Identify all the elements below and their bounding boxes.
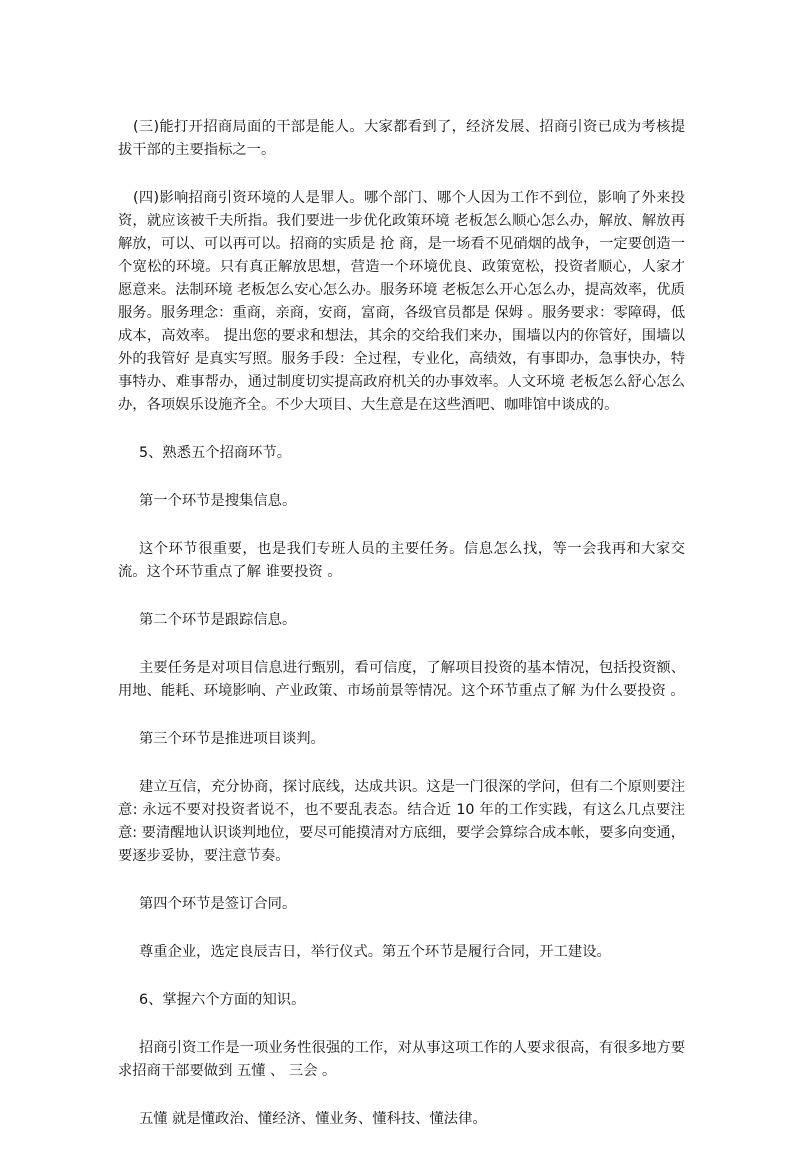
paragraph-step-four-title: 第四个环节是签订合同。: [139, 896, 297, 912]
heading-five-steps: 5、熟悉五个招商环节。: [139, 445, 292, 461]
paragraph-step-one-body: 这个环节很重要，也是我们专班人员的主要任务。信息怎么找，等一会我再和大家交流。这个环节重点了解 谁要投资 。: [118, 541, 685, 580]
paragraph-step-three-title: 第三个环节是推进项目谈判。: [139, 731, 325, 747]
paragraph-investment-environment: (四)影响招商引资环境的人是罪人。哪个部门、哪个人因为工作不到位，影响了外来投资，就应该被千夫所指。我们要进一步优化政策环境 老板怎么顺心怎么办，解放、解放再解放，可以、可以再可以。招商的实质是 抢 商，是一场看不见硝烟的战争，一定要创造一个宽松的环境。只有真正解放思想，营造一个环境优良、政策宽松，投资者顺心，人家才愿意来。法制环境 老板怎么安心怎么办。服务环境 老板怎么开心怎么办，提高效率，优质服务。服务理念：重商，亲商，安商，富商，各级官员都是 保姆 。服务要求：零障碍，低成本，高效率。 提出您的要求和想法，其余的交给我们来办，围墙以内的你管好，围墙以外的我管好 是真实写照。服务手段：全过程，专业化，高绩效，有事即办，急事快办，特事特办、难事帮办，通过制度切实提高政府机关的办事效率。人文环境 老板怎么舒心怎么办，各项娱乐设施齐全。不少大项目、大生意是在这些酒吧、咖啡馆中谈成的。: [118, 190, 685, 413]
paragraph-knowledge-intro: 招商引资工作是一项业务性很强的工作，对从事这项工作的人要求很高，有很多地方要求招商干部要做到 五懂 、 三会 。: [118, 1040, 685, 1079]
paragraph-step-two-body: 主要任务是对项目信息进行甄别，看可信度，了解项目投资的基本情况，包括投资额、用地、能耗、环境影响、产业政策、市场前景等情况。这个环节重点了解 为什么要投资 。: [118, 660, 685, 699]
paragraph-five-understandings: 五懂 就是懂政治、懂经济、懂业务、懂科技、懂法律。: [139, 1111, 487, 1127]
paragraph-step-four-body: 尊重企业，选定良辰吉日，举行仪式。第五个环节是履行合同，开工建设。: [139, 944, 611, 960]
heading-six-knowledge: 6、掌握六个方面的知识。: [139, 992, 306, 1008]
paragraph-step-three-body: 建立互信，充分协商，探讨底线，达成共识。这是一门很深的学问，但有二个原则要注意: 永远不要对投资者说不，也不要乱表态。结合近 10 年的工作实践，有这么几点要注意: 要清醒地认识谈判地位，要尽可能摸清对方底细，要学会算综合成本帐，要多向变通，要逐步妥协，要注意节奏。: [118, 779, 685, 864]
paragraph-step-one-title: 第一个环节是搜集信息。: [139, 493, 297, 509]
document-body: [118, 116, 685, 1156]
paragraph-step-two-title: 第二个环节是跟踪信息。: [139, 612, 297, 628]
paragraph-cadre-capable: (三)能打开招商局面的干部是能人。大家都看到了，经济发展、招商引资已成为考核提拔干部的主要指标之一。: [118, 119, 685, 158]
